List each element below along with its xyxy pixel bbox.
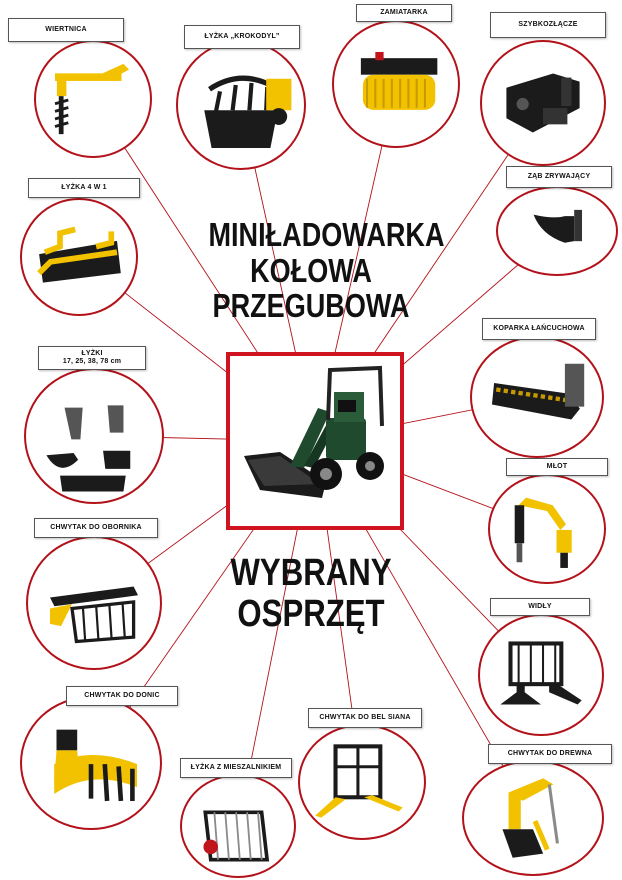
attachment-circle: [480, 40, 606, 166]
attachment-label: [28, 178, 140, 198]
attachment-circle: [470, 336, 604, 458]
attachment-label-text: CHWYTAK DO DREWNA: [507, 749, 593, 757]
attachment-label-text: MŁOT: [546, 462, 568, 470]
attachment-label: [180, 758, 292, 778]
attachment-label-text: ZAMIATARKA: [380, 8, 428, 16]
log-grab-icon: [464, 762, 602, 874]
attachment-circle: [298, 724, 426, 840]
secondary-title-line-1: WYBRANY: [230, 552, 392, 594]
attachment-label-text: CHWYTAK DO DONIC: [84, 691, 160, 699]
attachment-label: [184, 25, 300, 49]
attachment-label-text: SZYBKOZŁĄCZE: [518, 20, 578, 28]
auger-icon: [36, 42, 150, 156]
secondary-title-line-2: OSPRZĘT: [237, 593, 385, 636]
main-title: [208, 216, 445, 325]
attachment-circle: [34, 40, 152, 158]
bale-spear-icon: [300, 726, 424, 838]
main-title-line-3: PRZEGUBOWA: [212, 287, 410, 325]
crocodile-bucket-icon: [178, 42, 304, 168]
attachment-label-text: ŁYŻKA 4 W 1: [61, 183, 107, 191]
attachment-sublabel-text: 17, 25, 38, 78 cm: [62, 358, 122, 365]
attachment-label: [490, 598, 590, 616]
attachment-label: [490, 12, 606, 38]
attachment-circle: [462, 760, 604, 876]
attachment-label: [66, 686, 178, 706]
sweeper-icon: [334, 22, 458, 146]
pot-grab-icon: [22, 698, 160, 828]
attachment-label: [8, 18, 124, 42]
attachment-circle: [496, 186, 618, 276]
attachment-label-text: ŁYŻKA „KROKODYL”: [204, 32, 280, 40]
attachment-label: [482, 318, 596, 340]
attachment-label: [308, 708, 422, 728]
four-in-one-bucket-icon: [22, 200, 136, 314]
mini-loader-photo: [226, 352, 404, 530]
attachment-label-text: KOPARKA ŁAŃCUCHOWA: [493, 324, 585, 332]
attachment-circle: [478, 614, 604, 736]
trencher-icon: [472, 338, 602, 456]
manure-grab-icon: [28, 538, 160, 668]
attachment-circle: [20, 696, 162, 830]
hammer-icon: [490, 476, 604, 582]
attachment-label-text: CHWYTAK DO BEL SIANA: [319, 713, 411, 721]
attachment-circle: [176, 40, 306, 170]
attachment-circle: [332, 20, 460, 148]
attachment-circle: [488, 474, 606, 584]
ripper-tooth-icon: [498, 188, 616, 274]
attachment-label: [38, 346, 146, 370]
attachment-label: [34, 518, 158, 538]
buckets-icon: [26, 370, 162, 502]
attachment-circle: [26, 536, 162, 670]
secondary-title: [229, 553, 393, 635]
attachment-label-text: WIERTNICA: [45, 25, 87, 33]
attachment-circle: [20, 198, 138, 316]
attachment-circle: [24, 368, 164, 504]
mixer-bucket-icon: [182, 776, 294, 876]
quick-coupler-icon: [482, 42, 604, 164]
main-title-line-2: KOŁOWA: [250, 251, 372, 289]
attachment-label-text: ZĄB ZRYWAJĄCY: [527, 172, 591, 180]
attachment-label-text: CHWYTAK DO OBORNIKA: [50, 523, 142, 531]
attachment-label-text: WIDŁY: [528, 602, 552, 610]
attachment-label: [488, 744, 612, 764]
attachment-circle: [180, 774, 296, 878]
attachment-label: [506, 166, 612, 188]
attachment-label-text: ŁYŻKI: [81, 349, 103, 357]
attachment-label: [356, 4, 452, 22]
pallet-fork-icon: [480, 616, 602, 734]
attachment-label: [506, 458, 608, 476]
attachment-label-text: ŁYŻKA Z MIESZALNIKIEM: [190, 763, 282, 771]
main-title-line-1: MINIŁADOWARKA: [208, 216, 445, 253]
